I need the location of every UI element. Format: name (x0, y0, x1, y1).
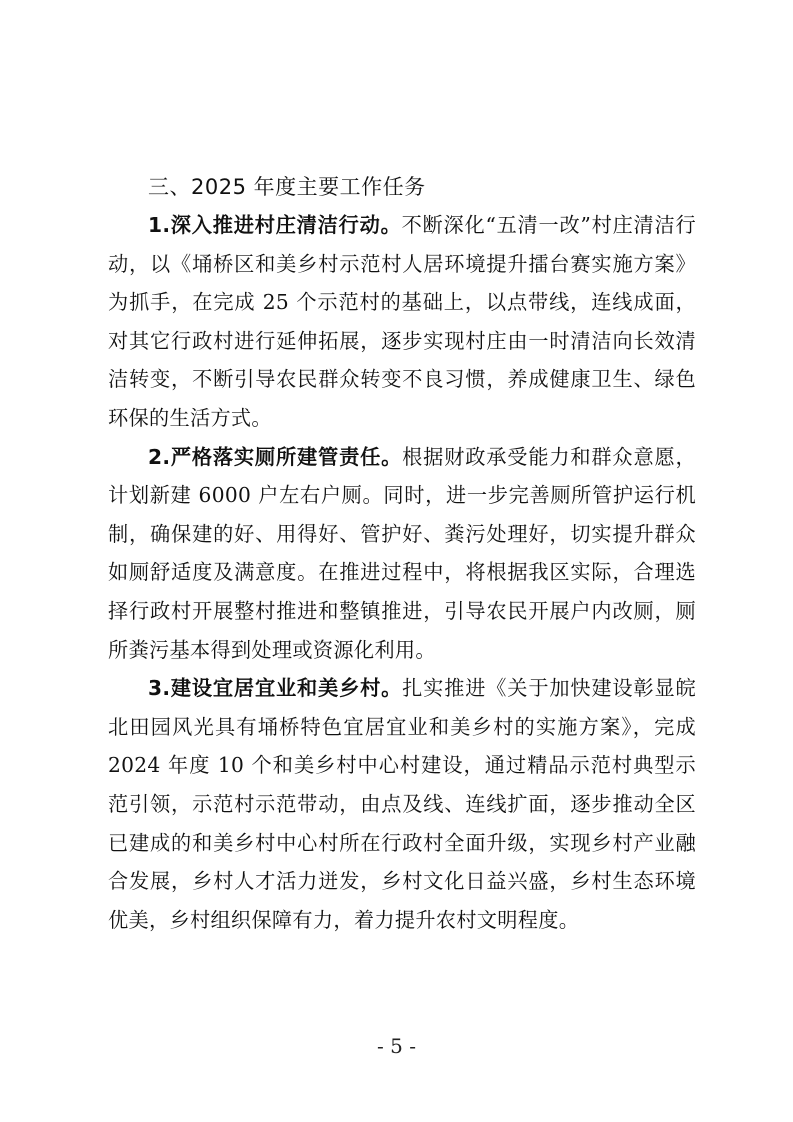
paragraph-lead: 3.建设宜居宜业和美乡村。 (148, 676, 403, 701)
paragraph-body: 扎实推进《关于加快建设彰显皖北田园风光具有埇桥特色宜居宜业和美乡村的实施方案》，完成 2024 年度 10 个和美乡村中心村建设，通过精品示范村典型示范引领，示范村示范带动，由点及线、连线扩面，逐步推动全区已建成的和美乡村中心村所在行政村全面升级，实现乡村产业融合发展，乡村人才活力迸发，乡村文化日益兴盛，乡村生态环境优美，乡村组织保障有力，着力提升农村文明程度。 (108, 676, 696, 932)
paragraph-toilet-management (108, 438, 696, 670)
paragraph-body: 根据财政承受能力和群众意愿，计划新建 6000 户左右户厕。同时，进一步完善厕所管护运行机制，确保建的好、用得好、管护好、粪污处理好，切实提升群众如厕舒适度及满意度。在推进过程中，将根据我区实际，合理选择行政村开展整村推进和整镇推进，引导农民开展户内改厕，厕所粪污基本得到处理或资源化利用。 (108, 444, 696, 662)
paragraph-body: 不断深化“五清一改”村庄清洁行动，以《埇桥区和美乡村示范村人居环境提升擂台赛实施方案》为抓手，在完成 25 个示范村的基础上，以点带线，连线成面，对其它行政村进行延伸拓展，逐步实现村庄由一时清洁向长效清洁转变，不断引导农民群众转变不良习惯，养成健康卫生、绿色环保的生活方式。 (108, 213, 696, 430)
document-body (108, 168, 696, 939)
paragraph-harmonious-village (108, 669, 696, 939)
paragraph-lead: 1.深入推进村庄清洁行动。 (148, 213, 402, 237)
section-heading: 三、2025 年度主要工作任务 (148, 175, 426, 199)
page-number: - 5 - (377, 1034, 416, 1058)
paragraph-village-cleaning (108, 206, 696, 438)
paragraph-lead: 2.严格落实厕所建管责任。 (148, 444, 403, 469)
